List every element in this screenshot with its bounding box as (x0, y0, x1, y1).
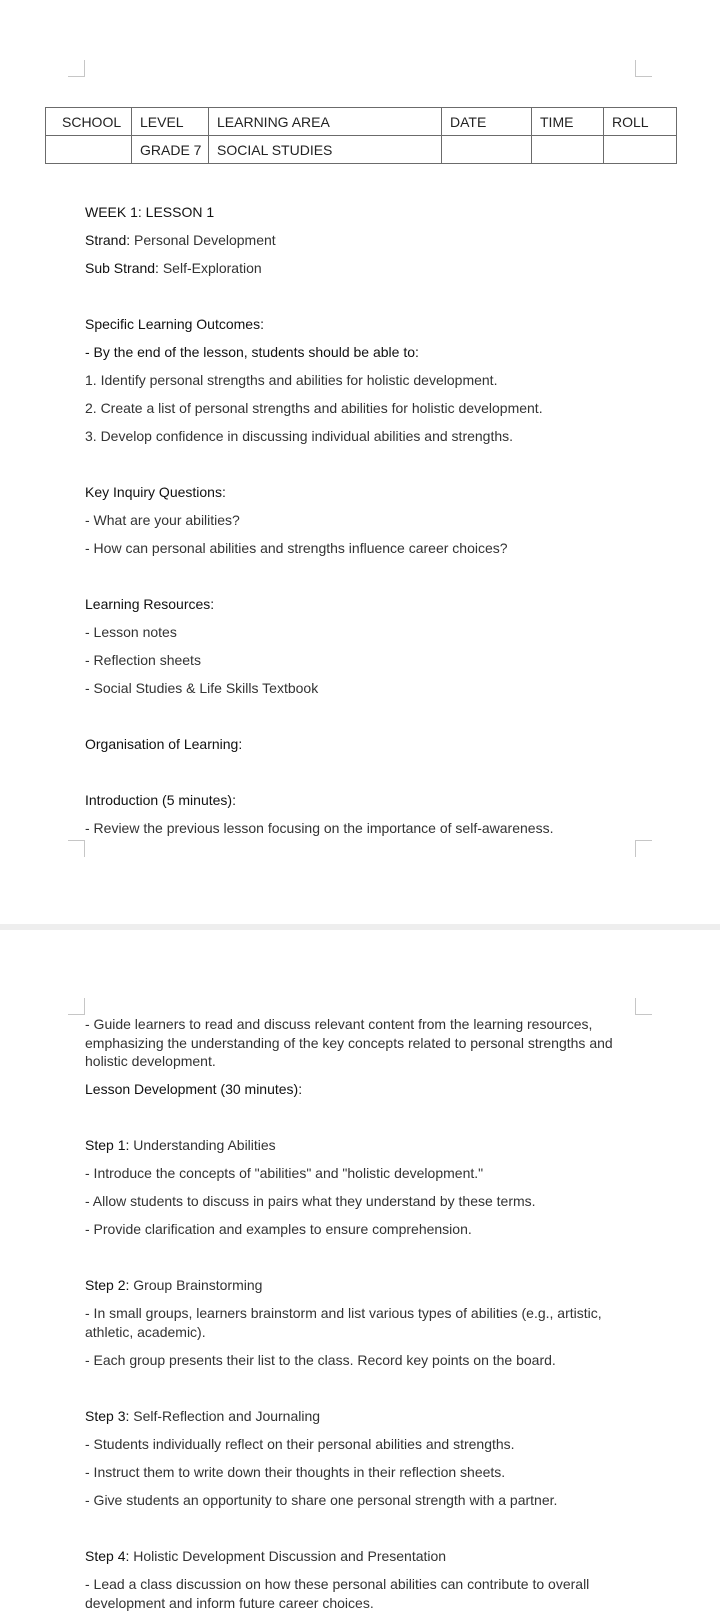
outcome-item: 3. Develop confidence in discussing individual abilities and strengths. (85, 428, 514, 444)
header-cell-school: SCHOOL (46, 108, 132, 136)
step-item: - Allow students to discuss in pairs what they understand by these terms. (85, 1193, 536, 1209)
step-item: - Give students an opportunity to share one personal strength with a partner. (85, 1492, 558, 1508)
substrand-line (85, 259, 645, 278)
outcome-item: 2. Create a list of personal strengths and abilities for holistic development. (85, 400, 543, 416)
step-item: - Introduce the concepts of "abilities" and "holistic development." (85, 1165, 484, 1181)
resources-heading: Learning Resources: (85, 596, 215, 612)
step-item: - Instruct them to write down their thoughts in their reflection sheets. (85, 1464, 506, 1480)
header-cell-learning-area: LEARNING AREA (209, 108, 442, 136)
header-cell-time: TIME (532, 108, 604, 136)
header-cell-date: DATE (442, 108, 532, 136)
value-cell-learning-area: SOCIAL STUDIES (209, 136, 442, 164)
page-corner-mark (68, 998, 85, 1015)
document-page-2 (0, 930, 720, 1611)
lesson-title: WEEK 1: LESSON 1 (85, 204, 215, 220)
introduction-item: - Guide learners to read and discuss relevant content from the learning resources, emphasizing the understanding of the key concepts related to personal strengths and holistic development. (85, 1016, 613, 1069)
step-label: Step 3: (85, 1408, 130, 1424)
step-item: - Lead a class discussion on how these personal abilities can contribute to overall development and inform future career choices. (85, 1576, 590, 1611)
step-label: Step 2: (85, 1277, 130, 1293)
development-heading: Lesson Development (30 minutes): (85, 1081, 303, 1097)
substrand-label: Sub Strand: (85, 260, 159, 276)
page-corner-mark (635, 840, 652, 857)
step-item: - Provide clarification and examples to ensure comprehension. (85, 1221, 472, 1237)
page-corner-mark (635, 60, 652, 77)
inquiry-item: - What are your abilities? (85, 512, 240, 528)
organisation-heading: Organisation of Learning: (85, 736, 243, 752)
substrand-value: Self-Exploration (162, 260, 262, 276)
resource-item: - Lesson notes (85, 624, 177, 640)
strand-value: Personal Development (134, 232, 276, 248)
step-1-heading (85, 1136, 645, 1155)
header-cell-level: LEVEL (132, 108, 209, 136)
value-cell-date (442, 136, 532, 164)
strand-label: Strand: (85, 232, 131, 248)
step-title: Group Brainstorming (133, 1277, 263, 1293)
step-label: Step 1: (85, 1137, 130, 1153)
step-item: - Students individually reflect on their personal abilities and strengths. (85, 1436, 515, 1452)
header-table-header-row (46, 108, 677, 136)
page-corner-mark (635, 998, 652, 1015)
inquiry-item: - How can personal abilities and strengths influence career choices? (85, 540, 508, 556)
introduction-heading: Introduction (5 minutes): (85, 792, 236, 808)
step-title: Self-Reflection and Journaling (133, 1408, 321, 1424)
step-title: Understanding Abilities (133, 1137, 276, 1153)
outcomes-heading: Specific Learning Outcomes: (85, 316, 264, 332)
page-corner-mark (68, 840, 85, 857)
step-4-heading (85, 1547, 645, 1566)
inquiry-heading: Key Inquiry Questions: (85, 484, 226, 500)
step-label: Step 4: (85, 1548, 130, 1564)
step-item: - Each group presents their list to the class. Record key points on the board. (85, 1352, 556, 1368)
outcome-item: 1. Identify personal strengths and abilities for holistic development. (85, 372, 498, 388)
value-cell-time (532, 136, 604, 164)
page-corner-mark (68, 60, 85, 77)
step-title: Holistic Development Discussion and Presentation (133, 1548, 447, 1564)
value-cell-school (46, 136, 132, 164)
introduction-item: - Review the previous lesson focusing on the importance of self-awareness. (85, 820, 554, 836)
value-cell-roll (604, 136, 677, 164)
header-table (45, 107, 677, 164)
step-2-heading (85, 1276, 645, 1295)
strand-line (85, 231, 645, 250)
step-item: - In small groups, learners brainstorm and list various types of abilities (e.g., artistic, athletic, academic). (85, 1305, 602, 1340)
resource-item: - Reflection sheets (85, 652, 201, 668)
step-3-heading (85, 1407, 645, 1426)
header-cell-roll: ROLL (604, 108, 677, 136)
resource-item: - Social Studies & Life Skills Textbook (85, 680, 319, 696)
header-table-value-row (46, 136, 677, 164)
outcomes-intro: - By the end of the lesson, students should be able to: (85, 344, 419, 360)
value-cell-level: GRADE 7 (132, 136, 209, 164)
